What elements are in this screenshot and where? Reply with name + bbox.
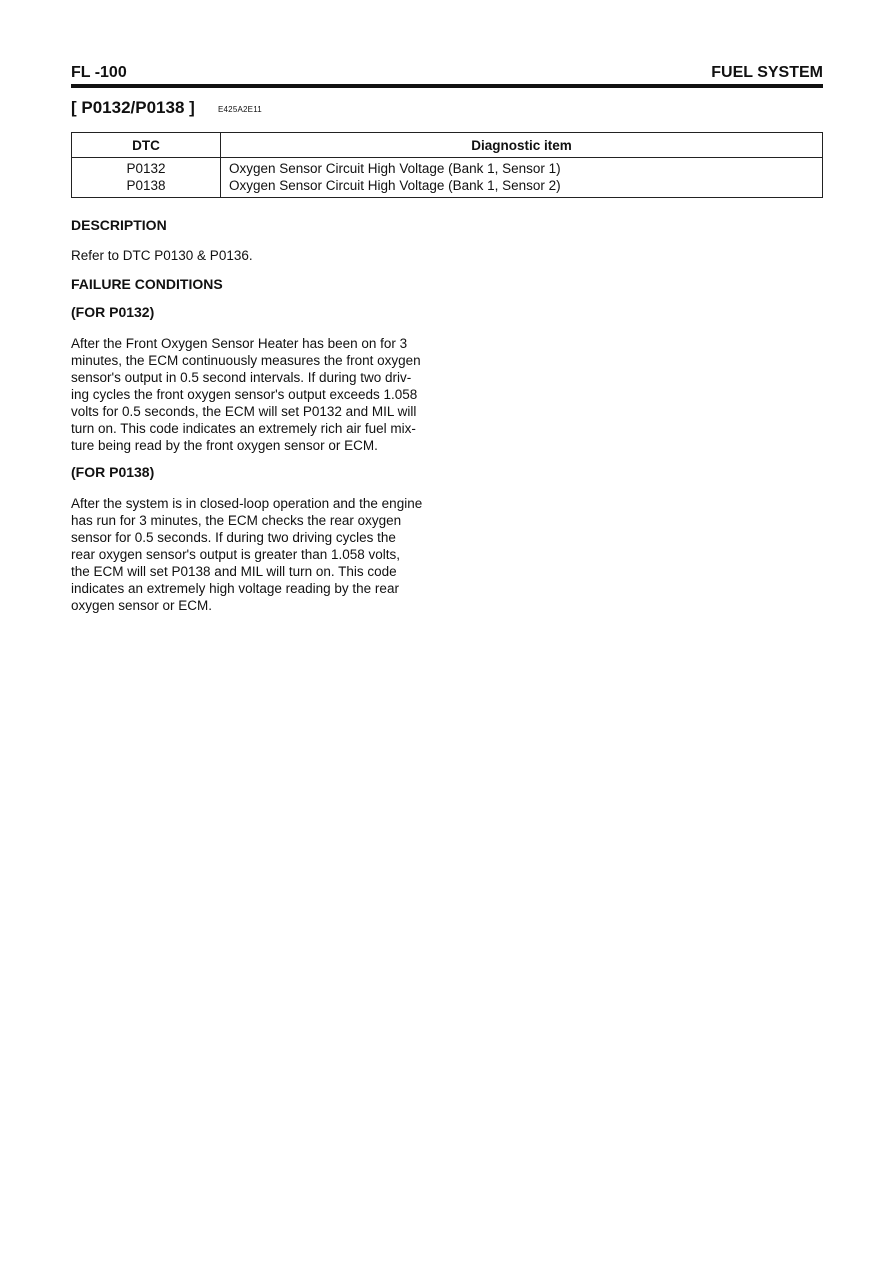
dtc-table: [71, 132, 823, 198]
reference-code: E425A2E11: [218, 105, 262, 114]
dtc-cell: P0132: [72, 158, 221, 178]
column-header-dtc: DTC: [72, 133, 221, 158]
paragraph-line: oxygen sensor or ECM.: [71, 598, 213, 613]
p0132-heading: (FOR P0132): [71, 304, 155, 320]
p0138-paragraph: [71, 495, 431, 614]
paragraph-line: ture being read by the front oxygen sensor or ECM.: [71, 438, 378, 453]
page-number: FL -100: [71, 64, 127, 81]
paragraph-line: After the Front Oxygen Sensor Heater has been on for 3: [71, 336, 408, 351]
failure-conditions-heading: FAILURE CONDITIONS: [71, 276, 223, 292]
paragraph-line: turn on. This code indicates an extremely rich air fuel mix-: [71, 421, 416, 436]
header-rule: [71, 84, 823, 88]
description-text: Refer to DTC P0130 & P0136.: [71, 248, 253, 263]
paragraph-line: ing cycles the front oxygen sensor's output exceeds 1.058: [71, 387, 418, 402]
paragraph-line: After the system is in closed-loop operation and the engine: [71, 496, 423, 511]
paragraph-line: has run for 3 minutes, the ECM checks the rear oxygen: [71, 513, 402, 528]
diagnostic-item-cell: Oxygen Sensor Circuit High Voltage (Bank 1, Sensor 1): [221, 158, 823, 178]
diagnostic-item-cell: Oxygen Sensor Circuit High Voltage (Bank 1, Sensor 2): [221, 177, 823, 198]
table-row: [72, 177, 823, 198]
paragraph-line: minutes, the ECM continuously measures the front oxygen: [71, 353, 421, 368]
section-title: FUEL SYSTEM: [711, 64, 823, 81]
table-row: [72, 158, 823, 178]
dtc-cell: P0138: [72, 177, 221, 198]
description-heading: DESCRIPTION: [71, 217, 167, 233]
paragraph-line: indicates an extremely high voltage reading by the rear: [71, 581, 399, 596]
page-header: [71, 64, 823, 84]
table-header-row: [72, 133, 823, 158]
p0132-paragraph: [71, 335, 431, 454]
paragraph-line: the ECM will set P0138 and MIL will turn on. This code: [71, 564, 397, 579]
paragraph-line: rear oxygen sensor's output is greater than 1.058 volts,: [71, 547, 401, 562]
paragraph-line: sensor's output in 0.5 second intervals. If during two driv-: [71, 370, 412, 385]
dtc-code-title: [ P0132/P0138 ]: [71, 98, 195, 117]
paragraph-line: sensor for 0.5 seconds. If during two driving cycles the: [71, 530, 396, 545]
column-header-diagnostic-item: Diagnostic item: [221, 133, 823, 158]
p0138-heading: (FOR P0138): [71, 464, 155, 480]
paragraph-line: volts for 0.5 seconds, the ECM will set P0132 and MIL will: [71, 404, 417, 419]
